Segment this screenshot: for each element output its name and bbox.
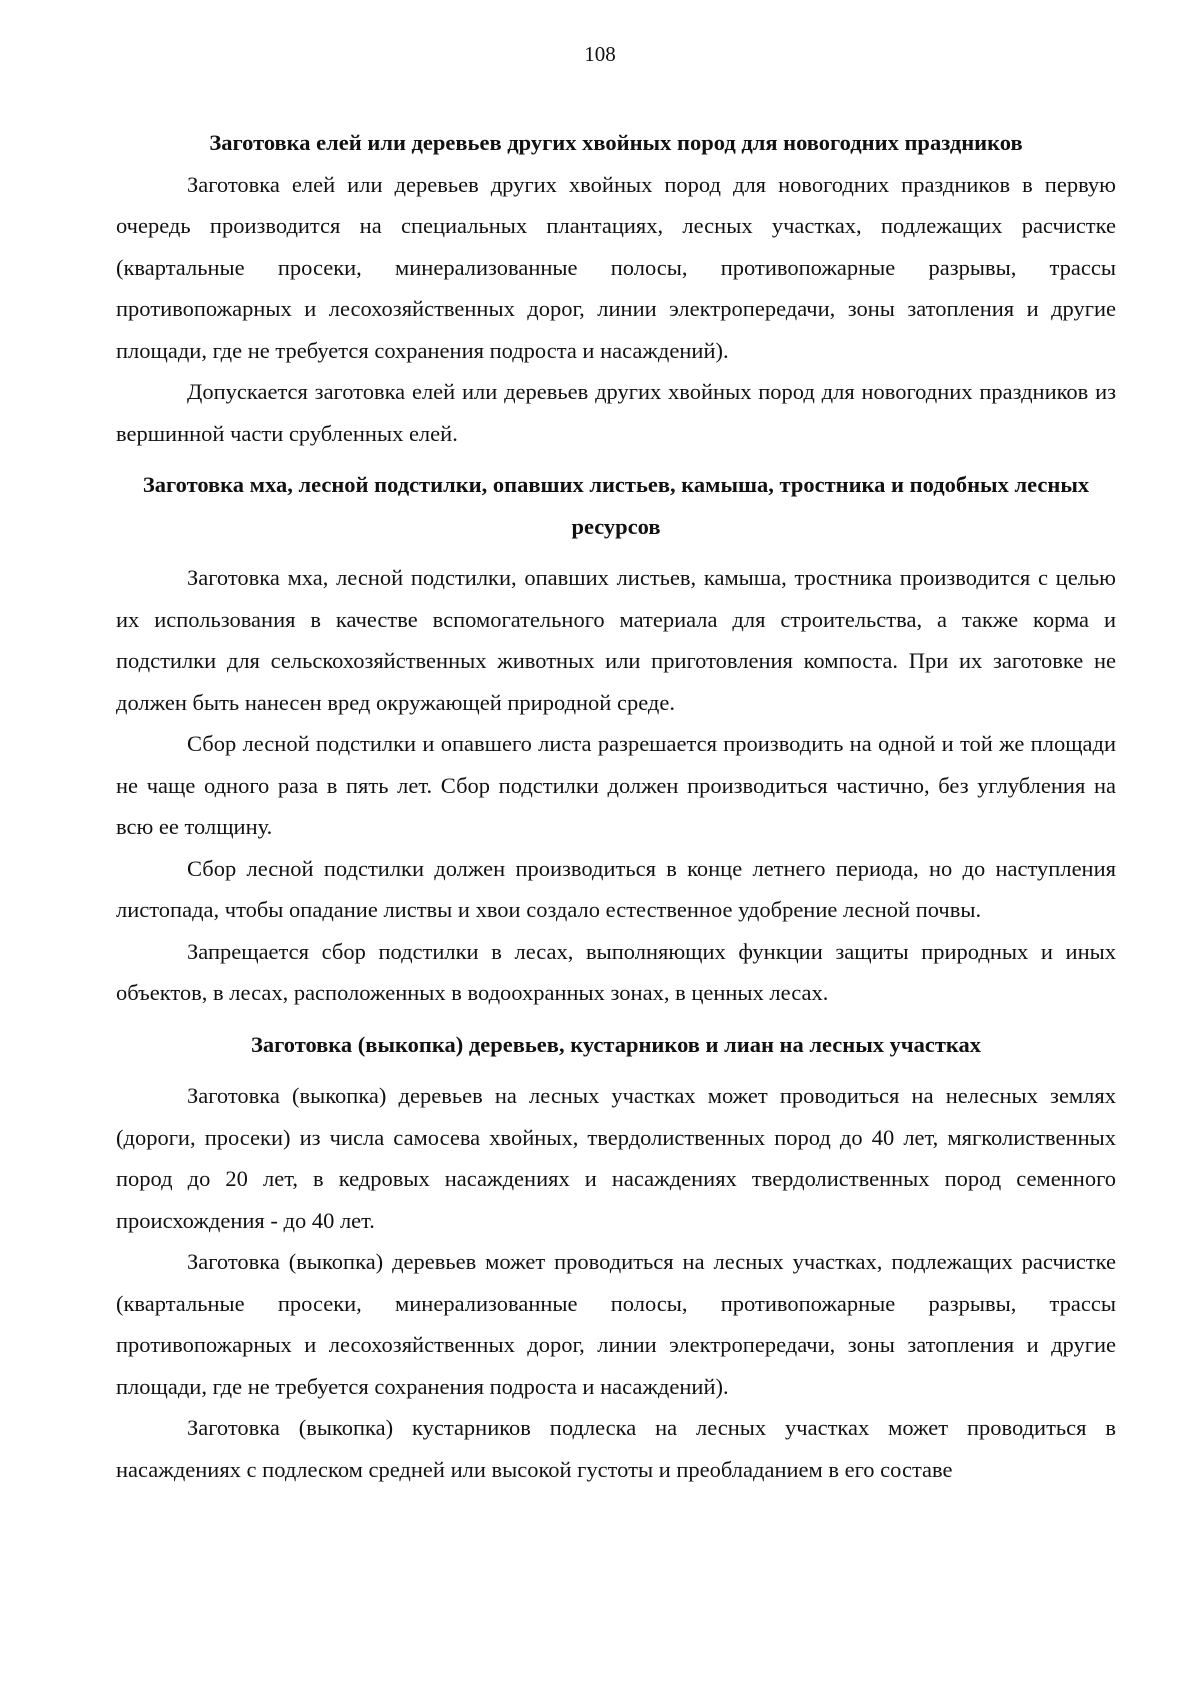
section-heading-christmas-trees: Заготовка елей или деревьев других хвойных пород для новогодних праздников xyxy=(209,130,1023,155)
paragraph: Запрещается сбор подстилки в лесах, выполняющих функции защиты природных и иных объектов, в лесах, расположенных в водоохранных зонах, в ценных лесах. xyxy=(116,938,1116,1005)
page-content xyxy=(116,122,1116,1490)
section-heading-digging-trees: Заготовка (выкопка) деревьев, кустарников и лиан на лесных участках xyxy=(250,1031,982,1057)
paragraph: Заготовка (выкопка) деревьев может проводиться на лесных участках, подлежащих расчистке (квартальные просеки, минерализованные полосы, противопожарные разрывы, трассы противопожарных и лесохозяйственных дорог, линии электропередачи, зоны затопления и другие площади, где не требуется сохранения подроста и насаждений). xyxy=(116,1249,1116,1399)
paragraph: Заготовка елей или деревьев других хвойных пород для новогодних праздников в первую очередь производится на специальных плантациях, лесных участках, подлежащих расчистке (квартальные просеки, минерализованные полосы, противопожарные разрывы, трассы противопожарных и лесохозяйственных дорог, линии электропередачи, зоны затопления и другие площади, где не требуется сохранения подроста и насаждений). xyxy=(116,171,1116,363)
paragraph: Сбор лесной подстилки и опавшего листа разрешается производить на одной и той же площади не чаще одного раза в пять лет. Сбор подстилки должен производиться частично, без углубления на всю ее толщину. xyxy=(116,731,1116,839)
page-number: 108 xyxy=(584,42,616,66)
paragraph: Допускается заготовка елей или деревьев других хвойных пород для новогодних праздников из вершинной части срубленных елей. xyxy=(116,379,1116,446)
paragraph: Заготовка (выкопка) кустарников подлеска на лесных участках может проводиться в насаждениях с подлеском средней или высокой густоты и преобладанием в его составе xyxy=(116,1415,1116,1482)
paragraph: Заготовка мха, лесной подстилки, опавших листьев, камыша, тростника производится с целью их использования в качестве вспомогательного материала для строительства, а также корма и подстилки для сельскохозяйственных животных или приготовления компоста. При их заготовке не должен быть нанесен вред окружающей природной среде. xyxy=(116,565,1116,715)
section-heading-moss-litter: Заготовка мха, лесной подстилки, опавших листьев, камыша, тростника и подобных лесных ресурсов xyxy=(142,472,1090,539)
paragraph: Заготовка (выкопка) деревьев на лесных участках может проводиться на нелесных землях (дороги, просеки) из числа самосева хвойных, твердолиственных пород до 40 лет, мягколиственных пород до 20 лет, в кедровых насаждениях и насаждениях твердолиственных пород семенного происхождения - до 40 лет. xyxy=(116,1083,1116,1233)
paragraph: Сбор лесной подстилки должен производиться в конце летнего периода, но до наступления листопада, чтобы опадание листвы и хвои создало естественное удобрение лесной почвы. xyxy=(116,855,1116,922)
